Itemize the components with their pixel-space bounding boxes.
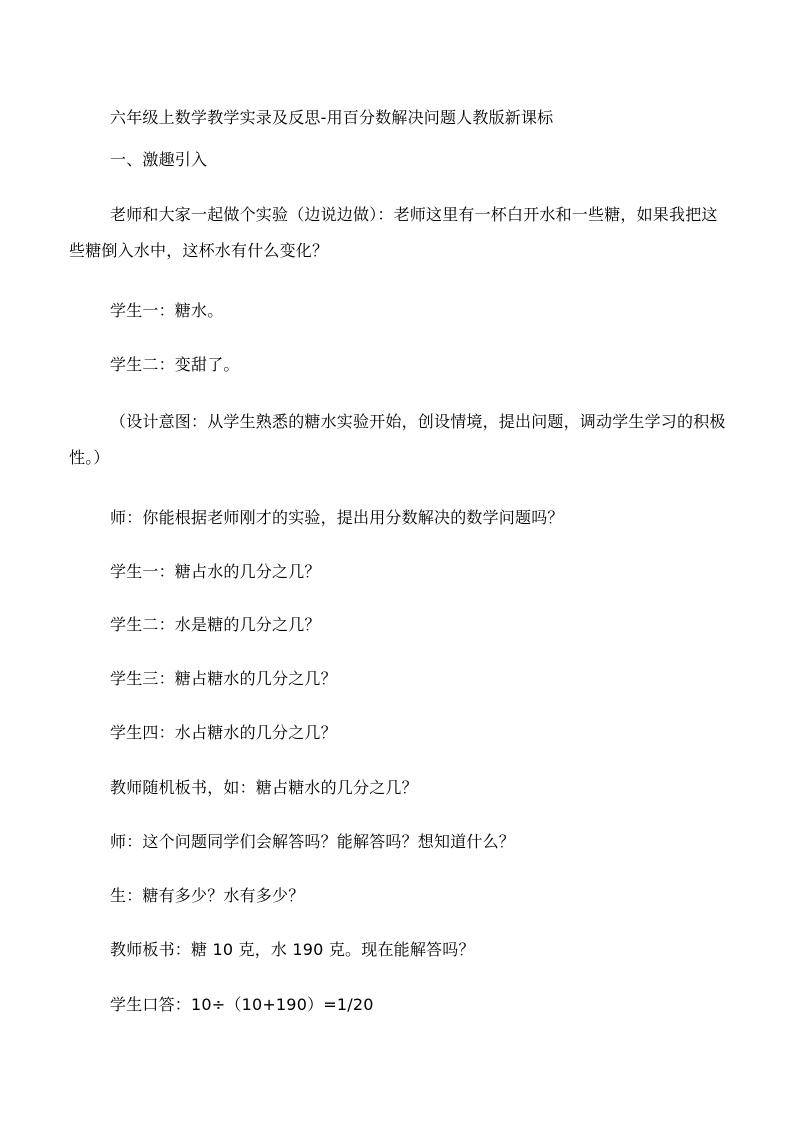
paragraph: 学生二：变甜了。 <box>110 355 240 374</box>
paragraph: 学生二：水是糖的几分之几？ <box>110 615 321 634</box>
document-title: 六年级上数学教学实录及反思-用百分数解决问题人教版新课标 <box>110 108 554 127</box>
paragraph: 学生一：糖占水的几分之几？ <box>110 562 321 581</box>
paragraph: 师：这个问题同学们会解答吗？能解答吗？想知道什么？ <box>110 832 516 851</box>
paragraph: 师：你能根据老师刚才的实验，提出用分数解决的数学问题吗？ <box>110 508 564 527</box>
paragraph: 学生四：水占糖水的几分之几？ <box>110 723 337 742</box>
paragraph: 教师随机板书，如：糖占糖水的几分之几？ <box>110 778 418 797</box>
paragraph: 学生口答：10÷（10+190）=1/20 <box>110 995 374 1014</box>
paragraph-design-intent: （设计意图：从学生熟悉的糖水实验开始，创设情境，提出问题，调动学生学习的积极性。） <box>69 412 726 467</box>
paragraph: 学生一：糖水。 <box>110 301 224 320</box>
paragraph: 生：糖有多少？水有多少？ <box>110 886 305 905</box>
paragraph: 学生三：糖占糖水的几分之几？ <box>110 669 337 688</box>
paragraph-intro: 老师和大家一起做个实验（边说边做）：老师这里有一杯白开水和一些糖，如果我把这些糖倒入水中，这杯水有什么变化？ <box>69 205 718 260</box>
section-heading: 一、激趣引入 <box>110 150 208 169</box>
paragraph: 教师板书：糖 10 克，水 190 克。现在能解答吗？ <box>110 940 475 959</box>
